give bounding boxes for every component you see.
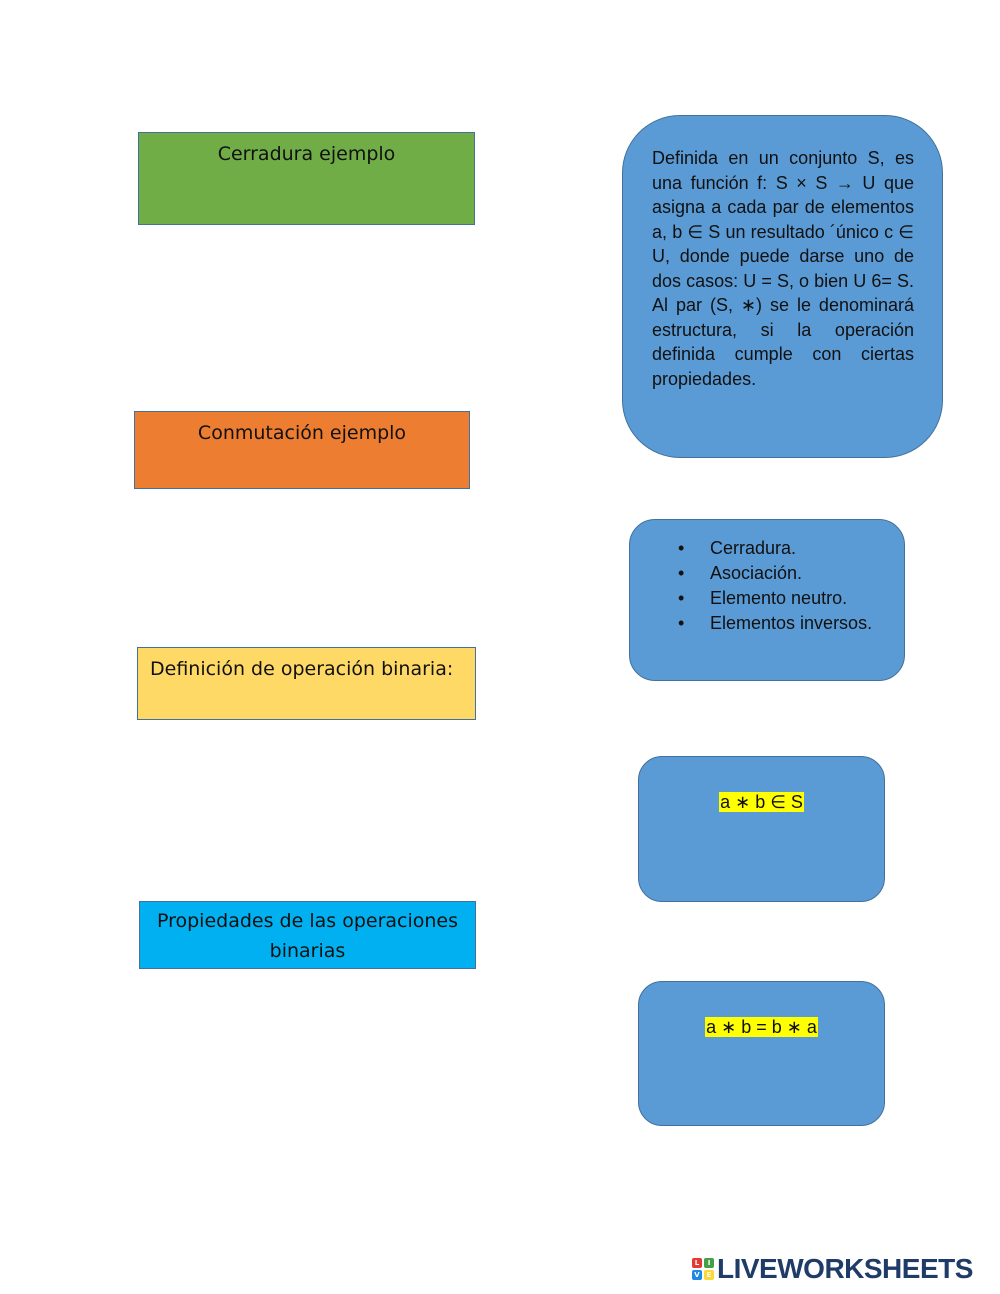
commutative-formula: a ∗ b = b ∗ a: [706, 1017, 817, 1037]
list-item: [678, 561, 884, 586]
bullet-icon: •: [678, 613, 685, 633]
closure-formula-card[interactable]: [638, 756, 885, 902]
list-item-text: Elementos inversos.: [710, 613, 873, 633]
properties-card[interactable]: [629, 519, 905, 681]
commutative-formula-card[interactable]: [638, 981, 885, 1126]
list-item: [678, 586, 884, 611]
logo-badge-letter: I: [704, 1258, 714, 1268]
propiedades-operaciones-label: Propiedades de las operaciones binarias: [156, 910, 459, 962]
conmutacion-ejemplo-box: [134, 411, 470, 489]
definicion-operacion-binaria-box: [137, 647, 476, 720]
cerradura-ejemplo-box: [138, 132, 475, 225]
logo-badge-letter: E: [704, 1270, 714, 1280]
conmutacion-ejemplo-label: Conmutación ejemplo: [197, 422, 407, 444]
logo-badge-letter: L: [692, 1258, 702, 1268]
logo-badge-letter: V: [692, 1270, 702, 1280]
cerradura-ejemplo-label: Cerradura ejemplo: [217, 143, 396, 165]
list-item-text: Elemento neutro.: [710, 588, 848, 608]
properties-list: [630, 536, 904, 636]
liveworksheets-logo: [692, 1254, 973, 1284]
definition-card[interactable]: [622, 115, 943, 458]
logo-badge-icon: [692, 1258, 714, 1280]
logo-text: LIVEWORKSHEETS: [717, 1253, 973, 1284]
list-item-text: Cerradura.: [710, 538, 797, 558]
definition-text: Definida en un conjunto S, es una función f: S × S → U que asigna a cada par de elementos a, b ∈ S un resultado ´único c ∈ U, donde puede darse uno de dos casos: U = S, o bien U 6= S. Al par (S, ∗) se le denominará estructura, si la operación definida cumple con ciertas propiedades.: [652, 148, 914, 389]
list-item: [678, 611, 884, 636]
bullet-icon: •: [678, 563, 685, 583]
definicion-operacion-binaria-label: Definición de operación binaria:: [150, 658, 454, 680]
closure-formula: a ∗ b ∈ S: [720, 792, 803, 812]
bullet-icon: •: [678, 588, 685, 608]
list-item-text: Asociación.: [710, 563, 803, 583]
bullet-icon: •: [678, 538, 685, 558]
list-item: [678, 536, 884, 561]
propiedades-operaciones-box: [139, 901, 476, 969]
